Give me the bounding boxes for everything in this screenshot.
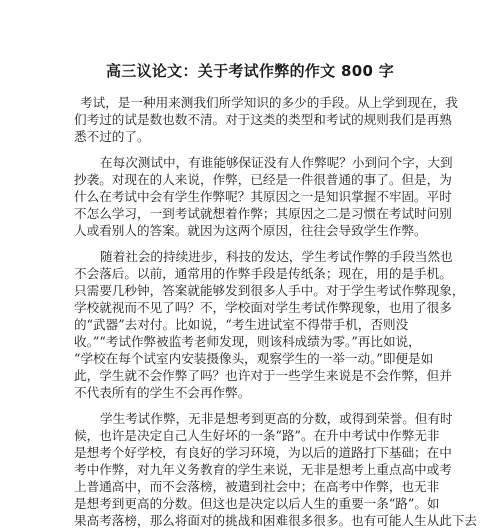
text-line: 学生考试作弊，无非是想考到更高的分数，或得到荣誉。但有时 (100, 411, 453, 426)
text-line: “学校在每个试室内安装摄像头，观察学生的一举一动。”即便是如 (74, 351, 434, 366)
text-line: 什么在考试中会有学生作弊呢？其原因之一是知识掌握不牢固。平时 (74, 189, 452, 204)
text-line: 在每次测试中，有谁能够保证没有人作弊呢？小到问个字，大到 (100, 155, 453, 170)
text-line: 是想考个好学校，有良好的学习环境，为以后的道路打下基础；在中 (74, 445, 452, 460)
text-line: 是想考到更高的分数。但这也是决定以后人生的重要一条“路”。如 (74, 496, 440, 511)
text-line: 考中作弊，对九年义务教育的学生来说，无非是想考上重点高中或考 (74, 462, 452, 477)
text-line: 不怎么学习，一到考试就想着作弊；其原因之二是习惯在考试时问别 (74, 206, 452, 221)
text-line: 不代表所有的学生不会再作弊。 (74, 385, 251, 400)
text-line: 果高考落榜，那么将面对的挑战和困难很多很多。也有可能人生从此下去 (74, 513, 477, 528)
text-line: 不会落后。以前，通常用的作弊手段是传纸条；现在，用的是手机。 (74, 266, 452, 281)
text-line: 随着社会的持续进步，科技的发达，学生考试作弊的手段当然也 (100, 249, 453, 264)
text-line: 悉不过的了。 (74, 129, 150, 144)
text-line: 人或看别人的答案。就因为这两个原因，往往会导致学生作弊。 (74, 223, 427, 238)
text-line: 收。”“考试作弊被监考老师发现，则该科成绩为零。”再比如说， (74, 334, 421, 349)
text-line: 候，也许是决定自己人生好坏的一条“路”。在升中考试中作弊无非 (74, 428, 440, 443)
text-line: 此，学生就不会作弊了吗？也许对于一些学生来说是不会作弊，但并 (74, 368, 452, 383)
document-title: 高三议论文：关于考试作弊的作文 800 字 (105, 62, 395, 80)
text-line: 抄袭。对现在的人来说，作弊，已经是一件很普通的事了。但是，为 (74, 172, 452, 187)
text-line: 的“武器”去对付。比如说，“考生进试室不得带手机，否则没 (74, 317, 409, 332)
text-line: 只需要几秒钟，答案就能够发到很多人手中。对于学生考试作弊现象， (74, 283, 465, 298)
text-line: 上普通高中，而不会落榜，被遣到社会中；在高考中作弊，也无非 (74, 479, 440, 494)
text-line: 学校就视而不见了吗？不，学校面对学生考试作弊现象，也用了很多 (74, 300, 452, 315)
text-line: 考试，是一种用来测我们所学知识的多少的手段。从上学到现在，我 (80, 95, 458, 110)
text-line: 们考过的试是数也数不清。对于这类的类型和考试的规则我们是再熟 (74, 112, 452, 127)
